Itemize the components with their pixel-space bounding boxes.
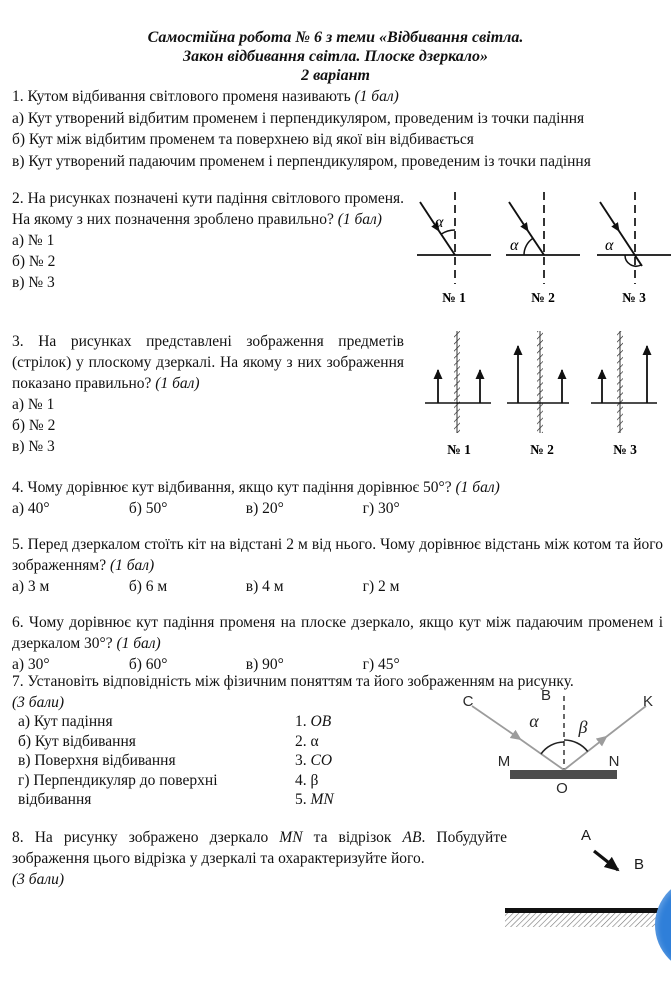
diagram-3-label: № 3 [622, 290, 646, 305]
question-3-option-c: в) № 3 [12, 438, 55, 455]
incidence-diagram-2 [506, 192, 580, 305]
worksheet-title [0, 28, 671, 85]
question-1 [12, 86, 663, 172]
mirror-diagram-3 [591, 331, 657, 457]
question-2-points: (1 бал) [337, 211, 382, 228]
point-b-label: B [633, 856, 645, 873]
match-item-d-wrap: відбивання [18, 791, 92, 808]
value-symbol: OB [310, 713, 332, 730]
segment-ab-ref: AB [402, 829, 422, 846]
value-number: 1. [295, 713, 307, 730]
question-5-stem: 5. Перед дзеркалом стоїть кіт на відстані 2 м від нього. Чому дорівнює відстань між котом та його зображенням? [12, 536, 663, 574]
diagram-2-label: № 2 [530, 442, 554, 457]
question-1-stem: 1. Кутом відбивання світлового променя називають [12, 88, 351, 105]
question-5-options [12, 576, 663, 597]
q8-seg: 8. На рисунку зображено дзеркало [12, 829, 280, 846]
question-7-points: (3 бали) [12, 694, 65, 711]
question-6 [12, 612, 663, 675]
question-8-stem [12, 829, 507, 867]
incident-ray-co [472, 706, 564, 770]
point-a-label: A [580, 827, 592, 844]
value-symbol: MN [310, 791, 334, 808]
point-n-label: N [608, 753, 620, 770]
beta-angle-label: β [578, 717, 588, 737]
mirror-mn-ref: MN [279, 829, 303, 846]
match-value-1 [295, 712, 425, 732]
match-value-2 [295, 732, 425, 752]
value-symbol: α [310, 732, 319, 750]
q8-seg: . Побудуйте зображення цього відрізка у дзеркалі та охарактеризуйте його. [12, 829, 507, 867]
point-b-label: B [540, 687, 552, 704]
question-2-option-a: а) № 1 [12, 232, 55, 249]
question-3-stem: 3. На рисунках представлені зображення предметів (стрілок) у плоскому дзеркалі. На якому з них зображення показано правильно? [12, 333, 404, 392]
question-2-option-b: б) № 2 [12, 253, 56, 270]
question-7-match-left [18, 712, 290, 810]
option-c: в) 90° [245, 656, 284, 673]
question-2-stem: 2. На рисунках позначені кути падіння світлового променя. На якому з них позначення зроблено правильно? [12, 190, 404, 228]
mirror-mn-bar [510, 770, 617, 779]
question-1-points: (1 бал) [354, 88, 399, 105]
question-8 [12, 827, 507, 890]
value-number: 3. [295, 752, 307, 769]
question-1-option-a: а) Кут утворений відбитим променем і перпендикуляром, проведеним із точки падіння [12, 109, 585, 127]
option-a: а) 40° [12, 500, 50, 517]
option-c: в) 20° [245, 500, 284, 517]
point-o-label: O [556, 780, 568, 797]
match-value-4 [295, 771, 425, 791]
match-item-d: г) Перпендикуляр до поверхні [18, 771, 218, 789]
mirror-diagram-1 [425, 331, 491, 457]
alpha-label: α [510, 237, 519, 254]
question-8-points: (3 бали) [12, 871, 65, 888]
incidence-diagram-1 [417, 192, 491, 305]
option-b: б) 50° [128, 500, 168, 517]
question-5 [12, 534, 663, 597]
angle-arc [524, 238, 533, 255]
option-b: б) 6 м [128, 578, 168, 595]
value-symbol: β [310, 771, 319, 789]
point-c-label: C [462, 693, 474, 710]
option-a: а) 3 м [12, 578, 50, 595]
reflected-ray-ok [564, 706, 646, 770]
question-6-points: (1 бал) [116, 635, 161, 652]
question-2 [12, 188, 404, 293]
point-k-label: K [642, 693, 654, 710]
match-value-3 [295, 751, 425, 771]
figure-incidence-angles [405, 186, 671, 310]
figure-mirror-images [405, 329, 671, 459]
question-3-option-a: а) № 1 [12, 396, 55, 413]
question-3-points: (1 бал) [155, 375, 200, 392]
question-3-option-b: б) № 2 [12, 417, 56, 434]
mirror-hatched-band [505, 913, 660, 927]
question-7-stem: 7. Установіть відповідність між фізичним поняттям та його зображенням на рисунку. [12, 673, 574, 690]
alpha-label: α [605, 237, 614, 254]
title-variant: 2 варіант [301, 67, 370, 84]
alpha-label: α [435, 214, 444, 231]
title-line-1: Самостійна робота № 6 з теми «Відбивання світла. [147, 29, 524, 46]
option-d: г) 2 м [362, 578, 400, 595]
value-number: 2. [295, 732, 307, 750]
segment-ab-arrow [594, 851, 618, 870]
option-d: г) 30° [362, 500, 400, 517]
title-line-2: Закон відбивання світла. Плоске дзеркало» [182, 48, 489, 65]
incidence-diagram-3 [597, 192, 671, 305]
value-number: 4. [295, 771, 307, 789]
question-4-points: (1 бал) [455, 479, 500, 496]
question-5-points: (1 бал) [109, 557, 155, 574]
figure-segment-and-mirror [500, 824, 671, 934]
match-item-c: в) Поверхня відбивання [18, 752, 176, 769]
value-symbol: CO [310, 752, 333, 769]
option-c: в) 4 м [245, 578, 284, 595]
match-value-5 [295, 790, 425, 810]
question-4-options [12, 498, 663, 519]
question-1-option-b: б) Кут між відбитим променем та поверхнею від якої він відбивається [12, 131, 474, 148]
match-item-b: б) Кут відбивання [18, 732, 136, 750]
question-2-option-c: в) № 3 [12, 274, 55, 291]
q8-seg: та відрізок [302, 829, 403, 846]
option-d: г) 45° [362, 656, 400, 673]
match-item-a: а) Кут падіння [18, 713, 113, 730]
question-1-option-c: в) Кут утворений падаючим променем і перпендикуляром, проведеним із точки падіння [12, 152, 591, 170]
beta-arc [564, 740, 588, 752]
question-4-stem: 4. Чому дорівнює кут відбивання, якщо кут падіння дорівнює 50°? [12, 479, 452, 496]
question-7-match-right [295, 712, 425, 810]
diagram-1-label: № 1 [447, 442, 471, 457]
diagram-1-label: № 1 [442, 290, 466, 305]
diagram-3-label: № 3 [613, 442, 637, 457]
option-a: а) 30° [12, 656, 50, 673]
question-4-text [12, 477, 663, 498]
option-b: б) 60° [128, 656, 168, 673]
figure-reflection-diagram [428, 686, 671, 814]
mirror-diagram-2 [507, 331, 569, 457]
diagram-2-label: № 2 [531, 290, 555, 305]
question-6-stem: 6. Чому дорівнює кут падіння променя на плоске дзеркало, якщо кут між падаючим променем і дзеркалом 30°? [12, 614, 663, 652]
value-number: 5. [295, 791, 307, 808]
alpha-arc [541, 742, 564, 754]
point-m-label: M [497, 753, 511, 770]
mirror-surface-line [505, 908, 660, 913]
question-3 [12, 331, 404, 457]
alpha-angle-label: α [529, 711, 539, 731]
question-1-text [12, 86, 663, 108]
question-4 [12, 477, 663, 519]
